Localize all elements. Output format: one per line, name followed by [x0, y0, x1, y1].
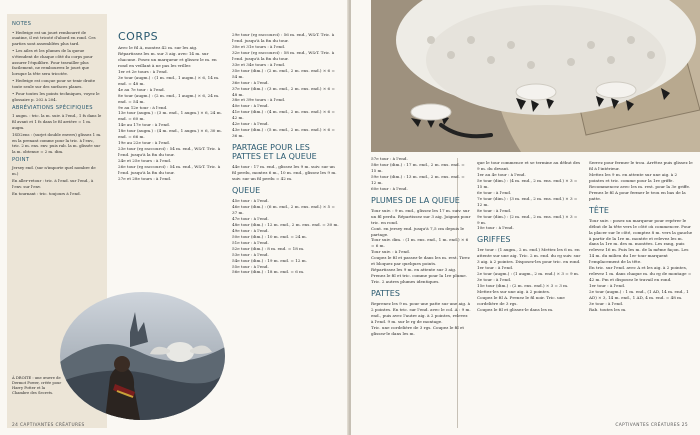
pattern-line: 6e tour : à l'end. — [477, 189, 512, 195]
pattern-line: 42e tour : à l'end. — [232, 121, 269, 127]
pattern-line: Reprenez les 9 m. pour une patte sur une aig. à 2 pointes. En tric. sur l'end. avec le col. A : 9 m. end., puis avec l'autre aig. à 2 pointes, relevez à l'end. 9 m. sur le rg de montage. — [371, 301, 471, 324]
pattern-line: 19e au 22e tour : à l'end. — [118, 140, 171, 146]
queue-column — [232, 32, 340, 275]
queue-heading: QUEUE — [232, 186, 261, 196]
abbrev-heading: ABRÉVIATIONS SPÉCIFIQUES — [12, 104, 93, 111]
pattern-line: 47e tour : à l'end. — [232, 215, 269, 221]
pattern-line: 43e tour (dim.) : (5 m. end., 2 m. ens. end.) × 6 = 36 m. — [232, 127, 335, 139]
pattern-line: 55e tour : à l'end. — [232, 263, 269, 269]
pattern-line: 1er au 4e tour : à l'end. — [477, 171, 526, 177]
note-4: • Pour toutes les points techniques, voyez le glossaire p. 202 à 204. — [12, 91, 100, 102]
pattern-line: 40e tour : à l'end. — [232, 103, 269, 109]
pattern-line: 3e tour : à l'end. — [589, 301, 624, 307]
pattes-heading: PATTES — [371, 289, 400, 299]
pattern-line: 48e tour (dim.) : 12 m. end., 2 m. ens. end. = 30 m. — [232, 221, 339, 227]
pattern-line: 50e tour (dim.) : 10 m. end. = 24 m. — [232, 233, 307, 239]
pattern-line: 56e tour (dim.) : 18 m. end. = 6 m. — [232, 269, 305, 275]
hedwig-photo — [371, 0, 700, 152]
pattern-line: 26e tour (rg raccourci) : 54 m. end., W&T. Tric. à l'end. jusqu'à la fin du tour. — [118, 164, 221, 176]
pattern-line: 58e tour (dim.) : 17 m. end., 2 m. ens. end. = 15 m. — [371, 161, 465, 173]
point-2: En aller-retour : tric. à l'end. sur l'end., à l'env. sur l'env. — [12, 178, 94, 190]
plumes-column — [371, 156, 471, 337]
pattern-line: 46e tour (dim.) : (6 m. end., 2 m. ens. end.) × 5 = 37 m. — [232, 203, 335, 215]
pattern-line: 23e tour (rg raccourci) : 54 m. end., W&T. Tric. à l'end. jusqu'à la fin du tour. — [118, 146, 221, 158]
pattern-line: 49e tour : à l'end. — [232, 227, 269, 233]
pattern-line: Tour suiv. : posez un marqueur pour repérer le début de la tête vers le côté où commencer. Pour la placer sur le côté, comptez 8 m. vers la gauche à partir de la 1re m. montée et relevez les m. dans la 1re m. des m. montées. Les rang, puis relevez 16 m. Puis les m. de la même façon. Les 14 m. du milieu du 1er tour marquent l'emplacement de la tête. — [589, 217, 693, 265]
pattern-line: Cont. en jersey end. jusqu'à 7,5 cm depuis le partage. — [371, 225, 465, 237]
pattern-line: 1er tour : à l'end. — [589, 283, 626, 289]
pattern-line: 9e au 12e tour : à l'end. — [118, 104, 168, 110]
note-2: • Les ailes et les plumes de la queue s'étendent de chaque côté du corps pour assurer l'équilibre. Pour travailler plus facilement, ne rembourrez le jouet que lorsque la tête sera tricotée. — [12, 48, 93, 77]
partage-heading: PARTAGE POUR LES PATTES ET LA QUEUE — [232, 143, 317, 162]
pattern-line: 52e tour (dim.) : 8 m. end. = 18 m. — [232, 245, 305, 251]
pattern-line: 30e et 31e tours : à l'end. — [232, 43, 286, 49]
pattern-line: 3e tour : à l'end. — [477, 277, 512, 283]
pattern-line: 36e tour : à l'end. — [232, 79, 269, 85]
pattern-line: 33e et 34e tours : à l'end. — [232, 61, 286, 67]
pattern-line: 14e au 17e tour : à l'end. — [118, 122, 171, 128]
pattern-line: 2e tour (augm.) : 1 m. end., (1 AD, 14 m. end., 1 AD) × 3, 14 m. end., 1 AD, 4 m. end. = 48 m. — [589, 289, 689, 301]
pattern-line: 2e tour (augm.) : (1 augm., 2 m. end.) × 3 = 9 m. — [477, 271, 580, 277]
pattern-line: 4e au 7e tour : à l'end. — [118, 86, 165, 92]
pattern-line: Rab. toutes les m. — [589, 306, 627, 312]
pattern-line: 10e tour : à l'end. — [477, 225, 514, 231]
concept-art-image — [60, 292, 225, 420]
pattern-line: 41e tour (dim.) : (4 m. end., 2 m. ens. end.) × 6 = 42 m. — [232, 109, 335, 121]
pattern-line: 15e tour (dim.) : (2 m. ens. end.) × 3 = 3 m. — [477, 283, 569, 289]
pattern-line: 1er et 2e tours : à l'end. — [118, 68, 168, 74]
image-caption: À DROITE : une œuvre de Dermot Power, créée pour Harry Potter et la Chambre des Secrets. — [12, 376, 62, 395]
pattern-line: que le tour commence et se termine au début des 9 m. du devant. — [477, 160, 581, 171]
pattern-line: 9e tour (dim.) : (2 m. end., 2 m. ens. end.) × 3 = 9 m. — [477, 213, 578, 225]
pattern-line: 18e tour (augm.) : (4 m. end., 1 augm.) × 6, 30 m. end. = 66 m. — [118, 128, 222, 140]
pattern-line: 1er tour : (1 augm., 2 m. end.) Mettez les 6 m. en attente sur une aig. Tric. 2 m. end. du rg suiv. sur 3 aig. à 2 pointes. Disposez-les pour tric. en rond. — [477, 247, 581, 265]
right-folio: CAPTIVANTES CRÉATURES 25 — [615, 423, 688, 428]
pattern-line: 8e tour (augm.) : (2 m. end., 1 augm.) × 6, 24 m. end. = 54 m. — [118, 92, 220, 104]
pattern-line: Prenez le fil A pour fermer le trou en bas de la patte. — [589, 189, 686, 201]
left-page — [0, 0, 349, 435]
tete-heading: TÊTE — [589, 205, 609, 215]
abbrev-1: 1 augm. : tric. la m. suiv. à l'end., 1 fs dans le fil avant et 1 fs dans le fil arrière = 1 m. augm. — [12, 113, 102, 130]
pattern-line: En tric. sur l'end. avec A et les aig. à 2 pointes, relevez 1 m. dans chaque m. du rg de montage = 42 m. Pm et disposez le travail en rond. — [589, 265, 692, 283]
plumes-heading: PLUMES DE LA QUEUE — [371, 195, 460, 205]
pattern-line: Répartissez les 9 m. en attente sur 3 aig. Prenez le fil et tric. comme pour la 1re plume. Tric. 2 autres plumes identiques. — [371, 267, 467, 285]
pattern-line: 8e tour : à l'end. — [477, 207, 512, 213]
point-heading: POINT — [12, 156, 30, 163]
pattern-line: Avec le fil A, montez 42 m. sur les aig. — [118, 45, 198, 50]
right-page — [351, 0, 700, 435]
pattern-line: 32e tour (rg raccourci) : 58 m. end., W&T. Tric. à l'end. jusqu'à la fin du tour. — [232, 49, 335, 61]
pattern-line: 7e tour (dim.) : (3 m. end., 2 m. ens. end.) × 3 = 12 m. — [477, 195, 578, 207]
pattern-line: 51e tour : à l'end. — [232, 239, 269, 245]
pattern-line: Coupez le fil et passez-le dans les m. rest. Tirez et bloquez par quelques points. — [371, 255, 470, 267]
pattern-line: 1er tour : à l'end. — [477, 265, 514, 271]
pattern-line: 45e tour : à l'end. — [232, 198, 269, 204]
pattern-line: Serrez pour fermer le trou. Arrêtez puis glissez le fil à l'intérieur. — [589, 160, 693, 171]
pattern-line: 27e et 28e tours : à l'end. — [118, 175, 172, 181]
pattern-line: Coupez le fil A. Prenez le fil noir. Tric. une cordelière de 3 rgs. — [477, 295, 565, 307]
pattern-line: 37e tour (dim.) : (3 m. end., 2 m. ens. end.) × 6 = 48 m. — [232, 85, 335, 97]
pattern-line: 59e tour (dim.) : 13 m. end., 2 m. ens. end. = 12 m. — [371, 173, 465, 185]
note-1: • Hedwige est un jouet rembourré de ouatine, il est tricoté d'abord en rond. Ces parties sont assemblées plus tard. — [12, 29, 96, 47]
pattern-line: 29e tour (rg raccourci) : 56 m. end., W&T. Tric. à l'end. jusqu'à la fin du tour. — [232, 32, 335, 43]
pattern-line: Répartissez les m. sur 3 aig. avec 14 m. sur chacune. Posez un marqueur et glissez le m. en rond en veillant à ne pas les vriller. — [118, 50, 217, 68]
left-folio: 24 CAPTIVANTES CRÉATURES — [12, 423, 85, 428]
pattern-line: 35e tour (dim.) : (2 m. end., 2 m. ens. end.) × 6 = 54 m. — [232, 67, 335, 79]
pattern-line: 13e tour (augm.) : (3 m. end., 1 augm.) × 6, 24 m. end. = 60 m. — [118, 110, 222, 122]
pattern-line: 53e tour : à l'end. — [232, 251, 269, 257]
pattern-line: 5e tour (dim.) : (4 m. end., 2 m. ens. end.) × 3 = 15 m. — [477, 177, 578, 189]
note-3: • Hedwige est conçue pour se tenir droite toute seule sur des surfaces planes. — [12, 78, 96, 90]
pattern-line: 44e tour : 17 m. end., glissez les 9 m. suiv. sur un fil perdu, montez 6 m., 10 m. end., glissez les 9 m. suiv. sur un fil perdu = 42 m. — [232, 164, 337, 182]
corps-column — [118, 30, 224, 182]
tete-column — [589, 160, 693, 313]
point-1: Jersey end. (sur n'importe quel nombre de m.) — [12, 165, 96, 177]
pattern-line: Coupez le fil et glissez-le dans les m. — [477, 306, 554, 312]
corps-heading: CORPS — [118, 30, 159, 43]
griffes-heading: GRIFFES — [477, 235, 511, 245]
pattern-line: 60e tour : à l'end. — [371, 185, 408, 191]
pattern-line: Mettez les 9 m. en attente sur une aig. à 2 pointes et tric. comme pour la 1re griffe. Recommencez avec les m. rest. pour la 3e griffe. — [589, 171, 691, 189]
pattern-line: 38e et 39e tours : à l'end. — [232, 97, 286, 103]
pattern-line: Tour suiv. : 9 m. end., glissez les 17 m. suiv. sur un fil perdu. Répartissez sur 3 aig. Joignez pour tric. en rond. — [371, 207, 471, 225]
pattern-line: Tour suiv. dim. : (1 m. ens. end., 1 m. end.) × 6 = 6 m. — [371, 237, 469, 249]
pattern-line: Mettez-les sur une aig. à 2 pointes. — [477, 289, 551, 295]
abbrev-2: 1SD2ens : (surjet double envers) glissez 1 m. en la prenant comme pour la tric. à l'env., tric. 2 m. ens. env. puis rab. la m. glissée sur la m. obtenue = 2 m. dim. — [12, 131, 102, 155]
notes-heading: NOTES — [12, 21, 32, 27]
pattern-line: 54e tour (dim.) : 19 m. end. = 12 m. — [232, 257, 307, 263]
point-3: En tournant : tric. toujours à l'end. — [12, 191, 81, 197]
griffes-column — [477, 160, 581, 313]
pattern-line: 3e tour (augm.) : (1 m. end., 1 augm.) × 6, 14 m. end. = 48 m. — [118, 74, 220, 86]
pattern-line: 24e et 25e tours : à l'end. — [118, 158, 172, 164]
pattern-line: Tour suiv. : à l'end. — [371, 249, 411, 255]
pattern-line: Tric. une cordelière de 3 rgs. Coupez le fil et glissez-le dans les m. — [371, 324, 465, 336]
pattern-line: 57e tour : à l'end. — [371, 156, 408, 161]
